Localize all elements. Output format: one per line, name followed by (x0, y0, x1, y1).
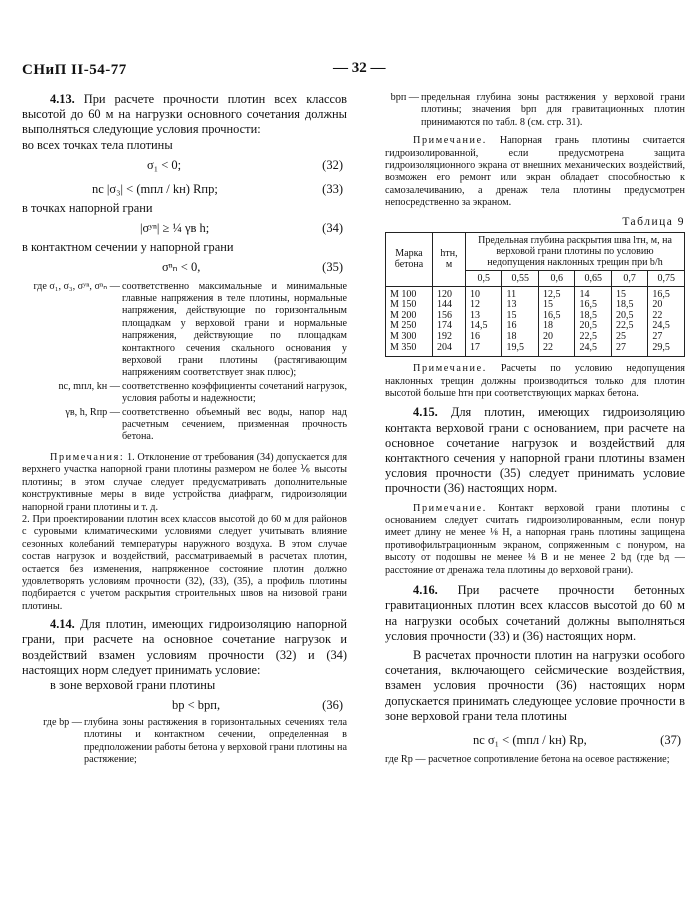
table-cell: 13 (470, 309, 480, 321)
header-ratio: 0,7 (611, 270, 647, 286)
note-table: Примечание. Расчеты по условию недопущения наклонных трещин должны производиться только для плотин высотой больше hтн при соответствующих марках бетона. (385, 363, 685, 400)
table-cell: 14,5 (470, 320, 488, 332)
section-4-14: 4.14. Для плотин, имеющих гидроизоляцию напорной грани, при расчете на основное сочетание нагрузок и воздействий взамен условиям прочности (32) и (34) настоящих норм следует принимать условие: (22, 617, 347, 677)
table-cell: 16,5 (542, 309, 561, 321)
table-cell: 14 (579, 288, 590, 300)
label-all-points: во всех точках тела плотины (22, 137, 173, 152)
label-upper-face: в зоне верховой грани плотины (50, 677, 216, 692)
column-0-55 (502, 286, 538, 357)
table-cell: 16,5 (652, 288, 670, 300)
table-cell: 156 (437, 309, 452, 321)
column-0-65 (575, 286, 611, 357)
formula-33: nc |σ₃| < (mпл / kн) Rпр; (33) (92, 181, 343, 196)
table-cell: 22 (652, 309, 663, 321)
table-cell: 204 (437, 341, 452, 353)
table-cell: 18,5 (579, 309, 597, 321)
page-number: — 32 — (333, 60, 386, 76)
header-grade: Марка бетона (386, 232, 433, 286)
header-ratio: 0,6 (538, 270, 574, 286)
document-code: СНиП II-54-77 (22, 62, 127, 78)
header-ratio: 0,75 (648, 270, 685, 286)
table-cell: 24,5 (652, 320, 670, 332)
table-cell: М 250 (390, 320, 417, 332)
table-cell: 10 (470, 288, 480, 300)
table-cell: 12,5 (542, 288, 561, 300)
table-cell: 17 (470, 341, 480, 353)
header-span: Предельная глубина раскрытия шва lтн, м, на верховой грани плотины по условию недопущения наклонных трещин при b/h (466, 232, 685, 270)
table-cell: 120 (437, 288, 452, 300)
table-caption: Таблица 9 (622, 215, 685, 228)
table-cell: 20 (542, 331, 553, 343)
definition-rp: где Rр — расчетное сопротивление бетона на осевое растяжение; (385, 753, 670, 765)
table-cell: 27 (615, 341, 626, 353)
label-contact-section: в контактном сечении у напорной грани (22, 239, 234, 254)
note-1: Примечания: 1. Отклонение от требования (34) допускается для верхнего участка напорной грани плотины размером не более ⅙ высоты плотины; в этом случае следует предусматривать дополнительные конструктивные меры в виде устройства диафрагм, гидроизоляции напорной грани плотины и т. д. (22, 451, 348, 513)
table-cell: 16 (506, 320, 517, 332)
header-ratio: 0,5 (466, 270, 502, 286)
table-cell: М 200 (390, 309, 417, 321)
table-cell: 11 (506, 288, 517, 300)
definition-bp: где bр — глубина зоны растяжения в горизонтальных сечениях тела плотины и контактном сечении, определенная в предположении работы бетона у верховой грани плотины на растяжение; (43, 716, 347, 766)
table-cell: 22 (542, 341, 553, 353)
header-ratio: 0,55 (502, 270, 538, 286)
table-cell: 15 (542, 299, 553, 311)
column-0-7 (611, 286, 647, 357)
note-2: 2. При проектировании плотин всех классов высотой до 60 м для районов с суровыми климатическими условиями следует учитывать влияние сезонных колебаний температуры наружного воздуха. В этом случае состав нагрузок и воздействий, рассматриваемый в расчетах плотин, остается без изменения, напряженное состояние плотин должно удовлетворять условиям прочности (32), (33), (35), а профиль плотины подбирается с учетом раскрытия строительных швов на низовой грани плотины. (22, 513, 347, 612)
table-cell: М 100 (390, 288, 417, 300)
table-cell: 16,5 (579, 299, 597, 311)
table-cell: 192 (437, 331, 452, 343)
definitions-list (22, 281, 347, 444)
table-cell: 19,5 (506, 341, 524, 353)
table-cell: 29,5 (652, 341, 670, 353)
left-column (22, 92, 347, 768)
header-ratio: 0,65 (575, 270, 611, 286)
table-9 (385, 232, 685, 358)
table-cell: М 150 (390, 299, 417, 311)
table-cell: 25 (615, 331, 626, 343)
section-4-16: 4.16. При расчете прочности бетонных гравитационных плотин всех классов высотой до 60 м на нагрузки особых сочетаний должны выполняться условия прочности (33) и (36) настоящих норм. (385, 583, 685, 643)
table-cell: 144 (437, 299, 452, 311)
table-cell: 18,5 (615, 299, 634, 311)
table-cell: 20 (652, 299, 663, 311)
table-cell: 24,5 (579, 341, 597, 353)
column-grades (386, 286, 433, 357)
table-cell: 18 (542, 320, 553, 332)
definition-sigma: где σ₁, σ₃, σʸⁿ, σⁿₙ — соответственно максимальные и минимальные главные напряжения в теле плотины, нормальные напряжения, действующие по горизонтальным площадкам у верховой грани и нормальные напряжения, действующие по площадкам контактного сечения скального основания у верховой грани плотины (растягивающим напряжениям соответствует знак плюс); (33, 280, 347, 379)
formula-36: bр < bрп, (36) (172, 697, 343, 712)
table-cell: 13 (506, 299, 517, 311)
paragraph-special: В расчетах прочности плотин на нагрузки особого сочетания, включающего сейсмические воздействия, взамен условия прочности (36) настоящих норм допускается принимать следующее условие прочности в зоне верховой грани тела плотины (385, 647, 685, 723)
table-cell: 18 (506, 331, 517, 343)
table-cell: 15 (615, 288, 626, 300)
table-cell: 15 (506, 309, 517, 321)
formula-35: σⁿₙ < 0, (35) (162, 259, 343, 274)
formula-34: |σʸⁿ| ≥ ¼ γв h; (34) (140, 220, 343, 235)
table-cell: 27 (652, 331, 663, 343)
table-cell: 22,5 (615, 320, 634, 332)
note-hydro-contact: Примечание. Контакт верховой грани плотины с основанием следует считать гидроизолированным, если понур имеет длину не менее ⅛ H, а напорная грань плотины защищена противофильтрационным экраном, сопряженным с понуром, на высоту от подошвы не менее ⅛ B и не менее 2 bд (где bд — расстояние от дренажа тела плотины до верховой грани). (385, 502, 685, 576)
section-4-15: 4.15. Для плотин, имеющих гидроизоляцию контакта верховой грани с основанием, при расчете на основное сочетание нагрузок и воздействий для контактного сечения у напорной грани плотины взамен условия прочности (35) следует принимать условие прочности (36) настоящих норм. (385, 405, 685, 496)
table-cell: 174 (437, 320, 452, 332)
column-0-5 (466, 286, 502, 357)
header-h: hтн, м (433, 232, 466, 286)
table-cell: 20,5 (579, 320, 597, 332)
definition-bpn: bрп — предельная глубина зоны растяжения у верховой грани плотины; значения bрп для гравитационных плотин принимаются по табл. 8 (см. стр. 31). (390, 92, 685, 128)
definition-water-weight: γв, h, Rпр — соответственно объемный вес воды, напор над расчетным сечением, призменная прочность бетона. (65, 406, 347, 443)
table-cell: 16 (470, 331, 480, 343)
label-pressure-face: в точках напорной грани (22, 200, 153, 215)
column-0-75 (648, 286, 685, 357)
section-4-13: 4.13. При расчете прочности плотин всех классов высотой до 60 м на нагрузки основного сочетания должны выполняться следующие условия прочности: (22, 92, 347, 137)
table-cell: 20,5 (615, 309, 634, 321)
right-column (385, 92, 685, 766)
table-cell: 12 (470, 299, 480, 311)
note-hydro-face: Примечание. Напорная грань плотины считается гидроизолированной, если предусмотрена защита гидроизоляционного экрана от внешних механических воздействий, возможен его ремонт или экран обладает способностью к самозалечиванию, а дренаж тела плотины предусмотрен непосредственно за экраном. (385, 135, 685, 209)
definition-coefficients: nc, mпл, kн — соответственно коэффициенты сочетаний нагрузок, условия работы и надежности; (58, 380, 347, 405)
table-cell: М 300 (390, 331, 417, 343)
column-0-6 (538, 286, 574, 357)
formula-37: nc σ₁ < (mпл / kн) Rр, (37) (473, 732, 681, 747)
column-h (433, 286, 466, 357)
table-cell: 22,5 (579, 331, 597, 343)
table-cell: М 350 (390, 341, 417, 353)
formula-32: σ₁ < 0; (32) (147, 157, 343, 172)
